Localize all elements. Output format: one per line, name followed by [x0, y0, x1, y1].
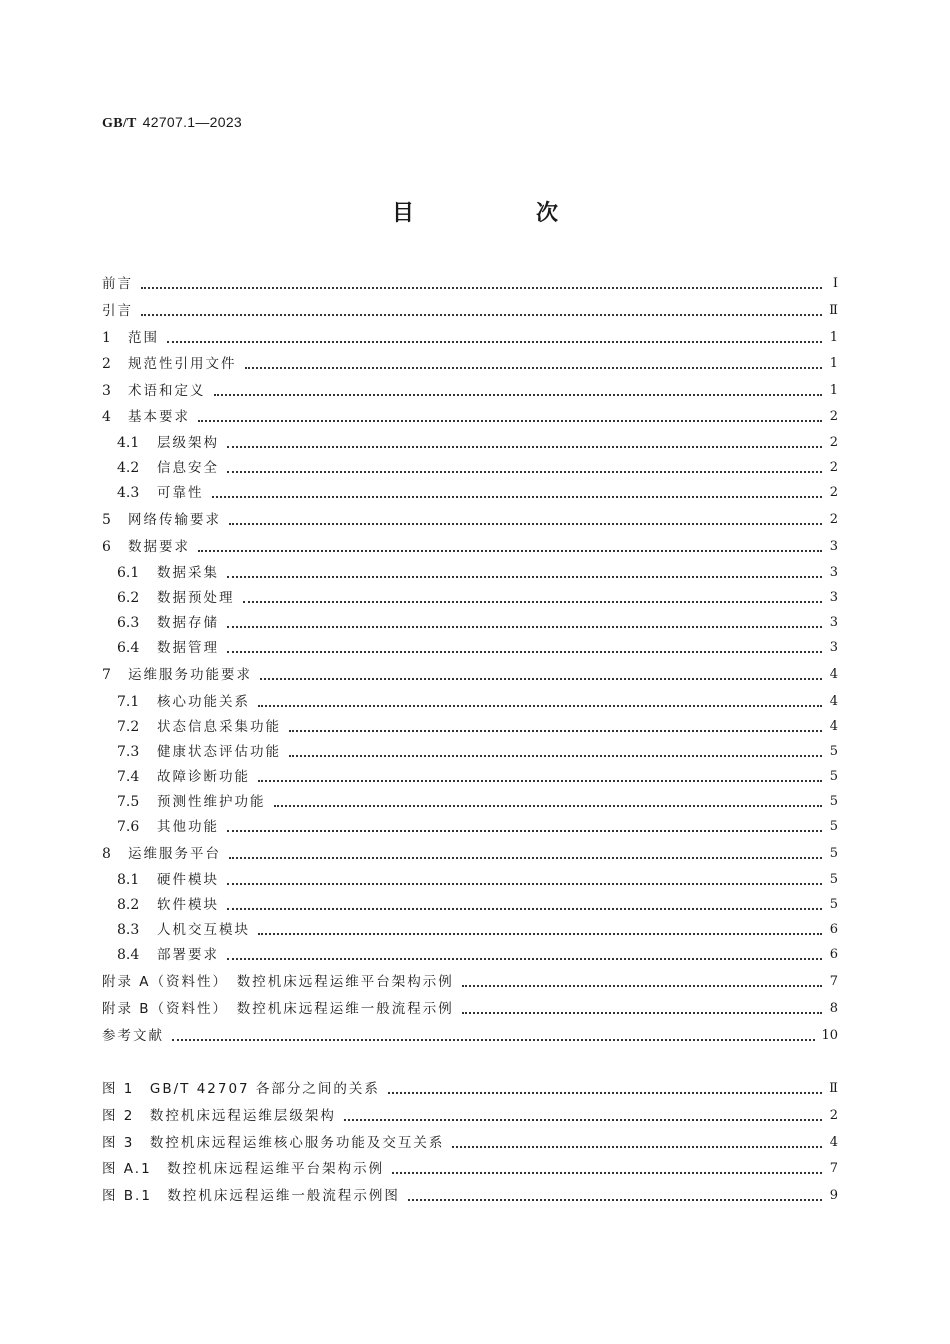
- toc-entry[interactable]: [117, 767, 838, 787]
- toc-entry[interactable]: [117, 742, 838, 762]
- toc-entry-title: 硬件模块: [157, 872, 219, 888]
- toc-entry-page: 4: [829, 1135, 838, 1150]
- dot-leader: [274, 804, 823, 807]
- toc-entry-title: 其他功能: [157, 819, 219, 835]
- toc-entry-page: 5: [829, 872, 838, 887]
- toc-entry[interactable]: [117, 483, 838, 503]
- toc-entry[interactable]: [117, 638, 838, 658]
- toc-entry-number: 7.1: [117, 694, 140, 710]
- toc-entry-title: 规范性引用文件: [128, 356, 237, 372]
- dot-leader: [227, 575, 822, 578]
- figure-list-item[interactable]: [102, 1079, 838, 1099]
- figure-list-item[interactable]: [102, 1186, 838, 1206]
- toc-entry-number: 6: [102, 539, 111, 555]
- toc-entry[interactable]: [117, 613, 838, 633]
- toc-entry-number: 6.3: [117, 615, 140, 631]
- toc-entry-title: 图 B.1 数控机床远程运维一般流程示例图: [102, 1188, 400, 1204]
- toc-entry-title: 状态信息采集功能: [157, 719, 281, 735]
- toc-entry-title: 图 1 GB/T 42707 各部分之间的关系: [102, 1081, 380, 1097]
- toc-entry[interactable]: [102, 665, 838, 685]
- toc-entry-title: 信息安全: [157, 460, 219, 476]
- toc-entry-title: 部署要求: [157, 947, 219, 963]
- dot-leader: [462, 984, 822, 987]
- dot-leader: [344, 1118, 822, 1121]
- toc-entry-page: 9: [829, 1188, 838, 1203]
- figure-list-item[interactable]: [102, 1159, 838, 1179]
- toc-entry[interactable]: [102, 972, 838, 992]
- toc-entry-title: 数据要求: [128, 539, 190, 555]
- toc-entry-title: 引言: [102, 303, 133, 319]
- toc-entry[interactable]: [117, 895, 838, 915]
- toc-entry-page: 2: [829, 512, 838, 527]
- toc-entry[interactable]: [117, 817, 838, 837]
- toc-entry[interactable]: [117, 563, 838, 583]
- toc-entry-page: 10: [821, 1028, 838, 1043]
- toc-entry-page: 8: [829, 1001, 838, 1016]
- toc-entry-page: 3: [829, 615, 838, 630]
- toc-entry[interactable]: [102, 844, 838, 864]
- toc-entry-page: 7: [829, 1161, 838, 1176]
- toc-entry-title: 预测性维护功能: [157, 794, 266, 810]
- dot-leader: [229, 522, 822, 525]
- toc-entry-page: 2: [829, 460, 838, 475]
- toc-entry-page: 2: [829, 1108, 838, 1123]
- toc-entry-title: 数据预处理: [157, 590, 235, 606]
- dot-leader: [229, 856, 822, 859]
- toc-entry-title: 图 3 数控机床远程运维核心服务功能及交互关系: [102, 1135, 445, 1151]
- toc-entry[interactable]: [102, 301, 838, 321]
- toc-entry[interactable]: [102, 328, 838, 348]
- toc-entry[interactable]: [117, 870, 838, 890]
- toc-entry[interactable]: [117, 458, 838, 478]
- dot-leader: [141, 313, 822, 316]
- dot-leader: [227, 625, 822, 628]
- toc-entry-title: 数据采集: [157, 565, 219, 581]
- dot-leader: [260, 677, 822, 680]
- toc-entry-page: 2: [829, 409, 838, 424]
- toc-entry-page: 6: [829, 922, 838, 937]
- toc-entry-title: 层级架构: [157, 435, 219, 451]
- dot-leader: [172, 1038, 815, 1041]
- dot-leader: [258, 932, 822, 935]
- toc-entry-title: 图 2 数控机床远程运维层级架构: [102, 1108, 336, 1124]
- toc-entry-number: 4.1: [117, 435, 140, 451]
- toc-entry-page: 4: [829, 719, 838, 734]
- dot-leader: [388, 1091, 822, 1094]
- dot-leader: [227, 882, 822, 885]
- toc-entry-title: 网络传输要求: [128, 512, 221, 528]
- toc-entry-number: 4.3: [117, 485, 140, 501]
- toc-entry-title: 健康状态评估功能: [157, 744, 281, 760]
- dot-leader: [392, 1171, 822, 1174]
- toc-entry-page: 2: [829, 485, 838, 500]
- toc-entry-number: 6.1: [117, 565, 140, 581]
- toc-entry-title: 前言: [102, 276, 133, 292]
- toc-entry-number: 4.2: [117, 460, 140, 476]
- toc-entry-page: Ⅰ: [832, 276, 838, 291]
- toc-entry[interactable]: [102, 354, 838, 374]
- toc-entry[interactable]: [102, 999, 838, 1019]
- toc-entry-page: 5: [829, 846, 838, 861]
- toc-entry[interactable]: [102, 537, 838, 557]
- dot-leader: [245, 366, 823, 369]
- toc-entry-title: 附录 A（资料性） 数控机床远程运维平台架构示例: [102, 974, 454, 990]
- toc-entry-number: 7: [102, 667, 111, 683]
- dot-leader: [227, 907, 822, 910]
- toc-entry[interactable]: [117, 692, 838, 712]
- toc-entry-number: 8.4: [117, 947, 140, 963]
- toc-entry-title: 范围: [128, 330, 159, 346]
- toc-entry-page: 1: [829, 330, 838, 345]
- toc-entry[interactable]: [117, 717, 838, 737]
- toc-entry-title: 运维服务功能要求: [128, 667, 252, 683]
- toc-entry-page: 2: [829, 435, 838, 450]
- toc-entry-page: 4: [829, 694, 838, 709]
- toc-entry-title: 核心功能关系: [157, 694, 250, 710]
- dot-leader: [289, 754, 822, 757]
- toc-entry[interactable]: [117, 433, 838, 453]
- toc-entry-number: 6.4: [117, 640, 140, 656]
- toc-entry-number: 6.2: [117, 590, 140, 606]
- toc-entry-title: 基本要求: [128, 409, 190, 425]
- dot-leader: [227, 470, 822, 473]
- dot-leader: [198, 419, 822, 422]
- toc-entry-number: 8: [102, 846, 111, 862]
- figure-list-item[interactable]: [102, 1133, 838, 1153]
- toc-entry-page: 5: [829, 744, 838, 759]
- toc-entry[interactable]: [102, 1026, 838, 1046]
- toc-entry-number: 7.6: [117, 819, 140, 835]
- toc-entry[interactable]: [102, 381, 838, 401]
- dot-leader: [462, 1011, 822, 1014]
- toc-entry-title: 人机交互模块: [157, 922, 250, 938]
- toc-entry[interactable]: [117, 588, 838, 608]
- standard-number-value: 42707.1—2023: [142, 114, 243, 130]
- toc-entry-title: 数据管理: [157, 640, 219, 656]
- toc-entry-number: 4: [102, 409, 111, 425]
- toc-entry[interactable]: [102, 274, 838, 294]
- toc-entry-page: 3: [829, 590, 838, 605]
- toc-entry[interactable]: [117, 920, 838, 940]
- dot-leader: [289, 729, 822, 732]
- dot-leader: [214, 393, 823, 396]
- toc-entry-title: 软件模块: [157, 897, 219, 913]
- toc-entry-title: 故障诊断功能: [157, 769, 250, 785]
- dot-leader: [243, 600, 823, 603]
- dot-leader: [452, 1145, 822, 1148]
- dot-leader: [227, 445, 822, 448]
- toc-entry-number: 5: [102, 512, 111, 528]
- toc-entry-page: 1: [829, 356, 838, 371]
- toc-entry-page: 3: [829, 565, 838, 580]
- toc-entry-page: 3: [829, 539, 838, 554]
- toc-entry-title: 可靠性: [157, 485, 204, 501]
- toc-entry-page: Ⅱ: [829, 303, 838, 318]
- dot-leader: [227, 957, 822, 960]
- toc-entry-number: 8.3: [117, 922, 140, 938]
- toc-entry-title: 运维服务平台: [128, 846, 221, 862]
- toc-entry-title: 附录 B（资料性） 数控机床远程运维一般流程示例: [102, 1001, 454, 1017]
- dot-leader: [227, 829, 822, 832]
- toc-entry-page: 6: [829, 947, 838, 962]
- figure-list-item[interactable]: [102, 1106, 838, 1126]
- dot-leader: [408, 1198, 822, 1201]
- dot-leader: [198, 549, 822, 552]
- toc-entry-number: 7.3: [117, 744, 140, 760]
- toc-entry[interactable]: [117, 945, 838, 965]
- toc-entry-page: 5: [829, 794, 838, 809]
- toc-entry[interactable]: [102, 407, 838, 427]
- toc-entry-number: 8.2: [117, 897, 140, 913]
- toc-entry-page: 5: [829, 897, 838, 912]
- toc-entry-title: 图 A.1 数控机床远程运维平台架构示例: [102, 1161, 385, 1177]
- toc-entry-number: 1: [102, 330, 111, 346]
- toc-heading: 目 次: [391, 201, 608, 226]
- toc-entry-page: 7: [829, 974, 838, 989]
- toc-entry-number: 2: [102, 356, 111, 372]
- dot-leader: [227, 650, 822, 653]
- toc-entry-number: 7.5: [117, 794, 140, 810]
- dot-leader: [258, 779, 822, 782]
- toc-entry-page: 5: [829, 819, 838, 834]
- toc-entry-number: 7.4: [117, 769, 140, 785]
- toc-entry[interactable]: [117, 792, 838, 812]
- toc-entry-number: 3: [102, 383, 111, 399]
- toc-entry-number: 7.2: [117, 719, 140, 735]
- standard-code: GB/T: [102, 116, 137, 131]
- dot-leader: [141, 286, 822, 289]
- dot-leader: [212, 495, 823, 498]
- toc-entry-number: 8.1: [117, 872, 140, 888]
- toc-entry-title: 数据存储: [157, 615, 219, 631]
- toc-entry-title: 术语和定义: [128, 383, 206, 399]
- toc-entry-page: 1: [829, 383, 838, 398]
- toc-entry[interactable]: [102, 510, 838, 530]
- toc-entry-page: Ⅱ: [829, 1081, 838, 1096]
- dot-leader: [167, 340, 822, 343]
- toc-entry-title: 参考文献: [102, 1028, 164, 1044]
- toc-entry-page: 4: [829, 667, 838, 682]
- toc-entry-page: 3: [829, 640, 838, 655]
- toc-entry-page: 5: [829, 769, 838, 784]
- dot-leader: [258, 704, 822, 707]
